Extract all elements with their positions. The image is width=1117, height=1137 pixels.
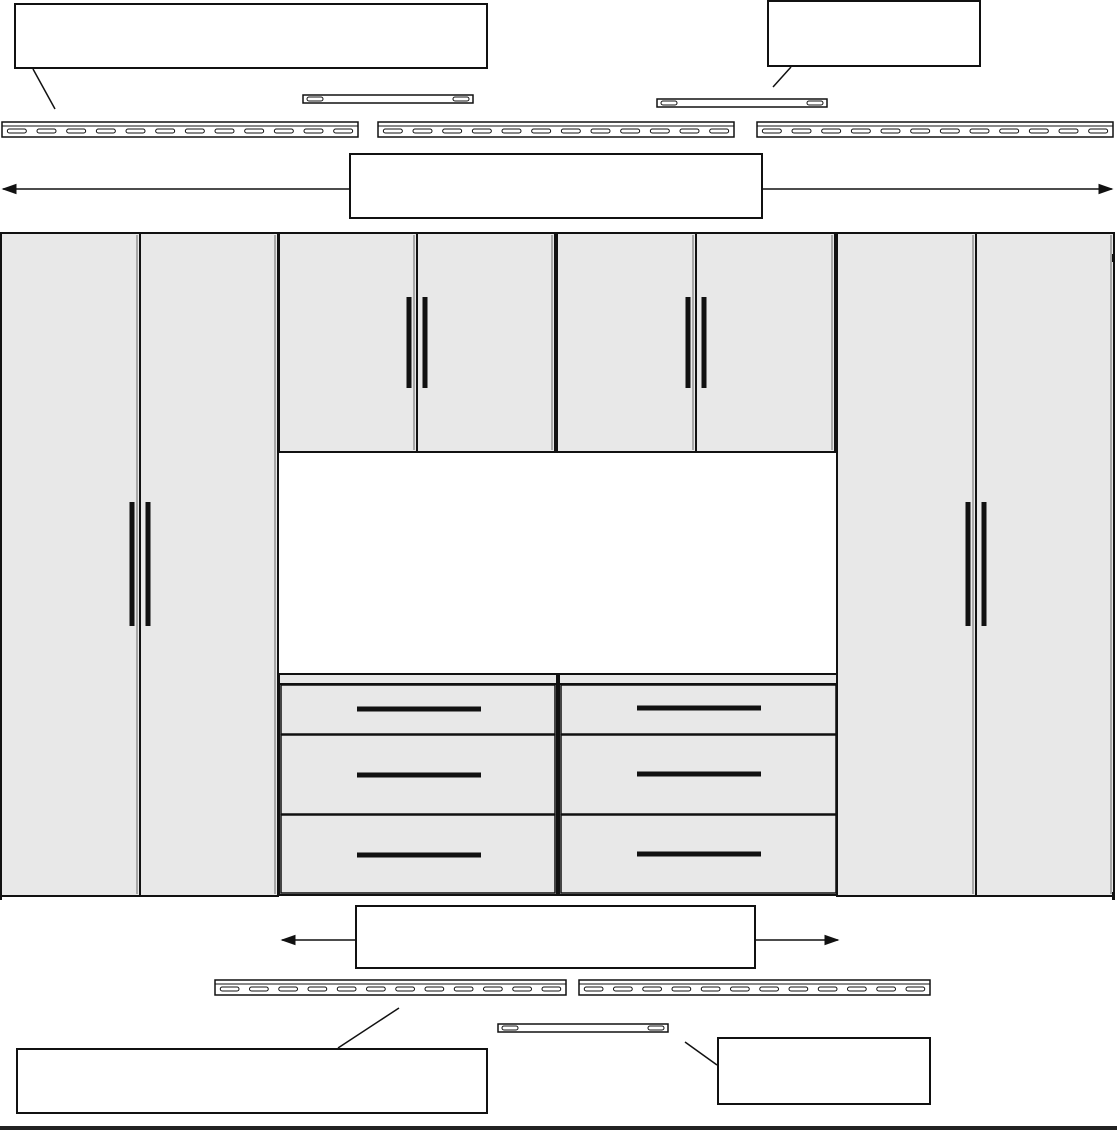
top-rail-left (2, 122, 358, 137)
rail-slot (250, 987, 269, 991)
rail-slot (472, 129, 491, 133)
hinge-mark (1112, 892, 1115, 900)
rail-slot (1000, 129, 1019, 133)
drawer-handle (637, 772, 761, 777)
connector-slot (661, 101, 677, 105)
rail-slot (591, 129, 610, 133)
rail-slot (881, 129, 900, 133)
rail-slot (425, 987, 444, 991)
rail-slot (413, 129, 432, 133)
leader-line (33, 69, 55, 109)
door-handle (423, 297, 428, 388)
rail-slot (367, 987, 386, 991)
rail-slot (621, 129, 640, 133)
upper-cabinet-1-door-2 (417, 233, 555, 452)
rail-slot (877, 987, 896, 991)
bottom-rail-left (215, 980, 566, 995)
leader-line (773, 67, 791, 87)
tall-cabinet-right-door-2 (976, 233, 1114, 896)
top-connector-right (657, 99, 827, 107)
rail-slot (215, 129, 234, 133)
rail-slot (185, 129, 204, 133)
callout-box-top-span (349, 153, 763, 219)
drawer-handle (357, 707, 481, 712)
tall-cabinet-left-door-1 (1, 233, 140, 896)
rail-slot (672, 987, 691, 991)
callout-box-bottom-connector (717, 1037, 931, 1105)
door-handle (702, 297, 707, 388)
rail-slot (513, 987, 532, 991)
rail-slot (156, 129, 175, 133)
rail-slot (126, 129, 145, 133)
rail-slot (337, 987, 356, 991)
hinge-mark (555, 254, 558, 262)
rail-slot (680, 129, 699, 133)
rail-slot (7, 129, 26, 133)
rail-slot (614, 987, 633, 991)
page-bottom-rule (0, 1126, 1117, 1130)
leader-line (685, 1042, 717, 1065)
rail-slot (334, 129, 353, 133)
door-handle (982, 502, 987, 626)
rail-slot (701, 987, 720, 991)
upper-cabinet-2-door-2 (696, 233, 835, 452)
top-rail-center (378, 122, 734, 137)
rail-slot (818, 987, 837, 991)
door-handle (130, 502, 135, 626)
hinge-mark (835, 254, 838, 262)
upper-cabinet-1-door-1 (279, 233, 417, 452)
drawer-handle (637, 852, 761, 857)
rail-slot (443, 129, 462, 133)
rail-slot (561, 129, 580, 133)
hinge-mark (0, 254, 2, 262)
upper-cabinet-2-door-1 (557, 233, 696, 452)
drawer-handle (357, 773, 481, 778)
rail-slot (906, 987, 925, 991)
rail-slot (792, 129, 811, 133)
rail-slot (396, 987, 415, 991)
leader-line (338, 1008, 399, 1048)
rail-slot (454, 987, 473, 991)
rail-slot (279, 987, 298, 991)
rail-slot (643, 987, 662, 991)
rail-slot (710, 129, 729, 133)
door-handle (966, 502, 971, 626)
rail-slot (1089, 129, 1108, 133)
rail-slot (383, 129, 402, 133)
connector-slot (807, 101, 823, 105)
rail-slot (532, 129, 551, 133)
rail-slot (940, 129, 959, 133)
callout-box-top-left-rail (14, 3, 488, 69)
rail-slot (484, 987, 503, 991)
rail-slot (848, 987, 867, 991)
rail-slot (731, 987, 750, 991)
rail-slot (911, 129, 930, 133)
rail-slot (37, 129, 56, 133)
rail-slot (822, 129, 841, 133)
rail-slot (762, 129, 781, 133)
connector-slot (502, 1026, 518, 1030)
drawer-handle (357, 853, 481, 858)
door-handle (407, 297, 412, 388)
callout-box-bottom-span (355, 905, 756, 969)
rail-slot (274, 129, 293, 133)
rail-slot (245, 129, 264, 133)
rail-slot (220, 987, 239, 991)
rail-slot (650, 129, 669, 133)
cabinet-assembly (0, 233, 1115, 900)
bottom-rail-right (579, 980, 930, 995)
bottom-connector (498, 1024, 668, 1032)
rail-slot (1059, 129, 1078, 133)
connector-slot (648, 1026, 664, 1030)
tall-cabinet-right-door-1 (837, 233, 976, 896)
hinge-mark (1112, 254, 1115, 262)
rail-slot (308, 987, 327, 991)
door-handle (146, 502, 151, 626)
connector-slot (307, 97, 323, 101)
hinge-mark (0, 892, 2, 900)
rail-slot (970, 129, 989, 133)
callout-box-bottom-rail (16, 1048, 488, 1114)
rail-slot (760, 987, 779, 991)
rail-slot (502, 129, 521, 133)
rail-slot (67, 129, 86, 133)
rail-slot (789, 987, 808, 991)
door-handle (686, 297, 691, 388)
connector-slot (453, 97, 469, 101)
drawer-handle (637, 706, 761, 711)
top-rail-right (757, 122, 1113, 137)
rail-slot (542, 987, 561, 991)
rail-slot (304, 129, 323, 133)
rail-slot (851, 129, 870, 133)
rail-slot (1029, 129, 1048, 133)
top-connector-left (303, 95, 473, 103)
rail-slot (584, 987, 603, 991)
tall-cabinet-left-door-2 (140, 233, 278, 896)
callout-box-top-connector (767, 0, 981, 67)
rail-slot (96, 129, 115, 133)
